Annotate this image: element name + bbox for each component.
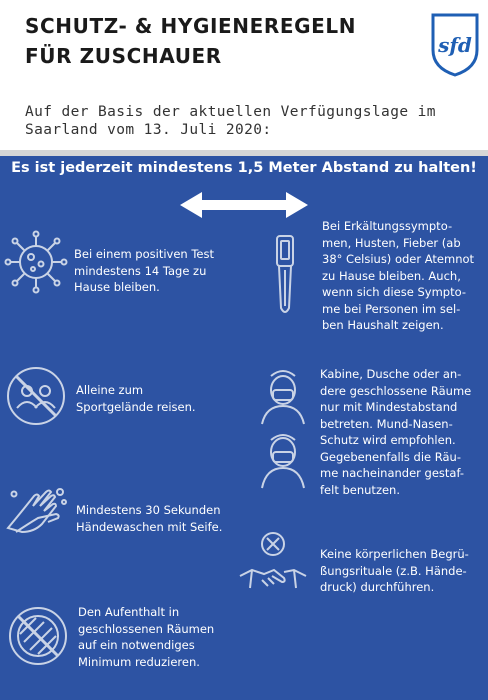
page-title-line-1: SCHUTZ- & HYGIENEREGELN (25, 14, 357, 38)
svg-text:sfd: sfd (438, 33, 472, 57)
rule-positive-test: Bei einem positiven Test mindestens 14 Tage zu Hause bleiben. (74, 247, 215, 294)
thermometer-icon (270, 234, 300, 318)
rule-handwashing: Mindestens 30 Sekunden Händewaschen mit Seife. (76, 503, 223, 534)
header (0, 0, 488, 150)
rule-changing-rooms: Kabine, Dusche oder an- dere geschlossene Räume nur mit Mindestabstand betreten. Mund-Nasen- Schutz wird empfohlen. Gegebenenfalls die Räu- me nacheinander gestaf- felt benutzen. (320, 367, 472, 497)
rule-indoor-minimum: Den Aufenthalt in geschlossenen Räumen auf ein notwendiges Minimum reduzieren. (78, 605, 215, 669)
virus-icon (4, 230, 68, 294)
rule-travel-alone: Alleine zum Sportgelände reisen. (76, 383, 196, 414)
page-title-line-2: FÜR ZUSCHAUER (25, 44, 222, 68)
distance-banner: Es ist jederzeit mindestens 1,5 Meter Abstand zu halten! (11, 160, 477, 176)
handwashing-icon (4, 484, 70, 536)
no-handshake-icon (238, 530, 308, 596)
rule-no-greeting: Keine körperlichen Begrü- ßungsrituale (z.B. Hände- druck) durchführen. (320, 547, 469, 594)
rule-symptoms: Bei Erkältungssympto- men, Husten, Fieber (ab 38° Celsius) oder Atemnot zu Hause bleiben. Auch, wenn sich diese Sympto- me bei Personen im sel- ben Haushalt zeigen. (322, 219, 475, 332)
masked-person-icon (258, 368, 308, 492)
subtitle-line-1: Auf der Basis der aktuellen Verfügungslage im (25, 104, 436, 120)
no-group-icon (4, 364, 68, 428)
double-arrow-icon (180, 190, 308, 220)
no-room-icon (6, 604, 70, 668)
subtitle-line-2: Saarland vom 13. Juli 2020: (25, 122, 272, 138)
logo-icon (428, 12, 482, 78)
